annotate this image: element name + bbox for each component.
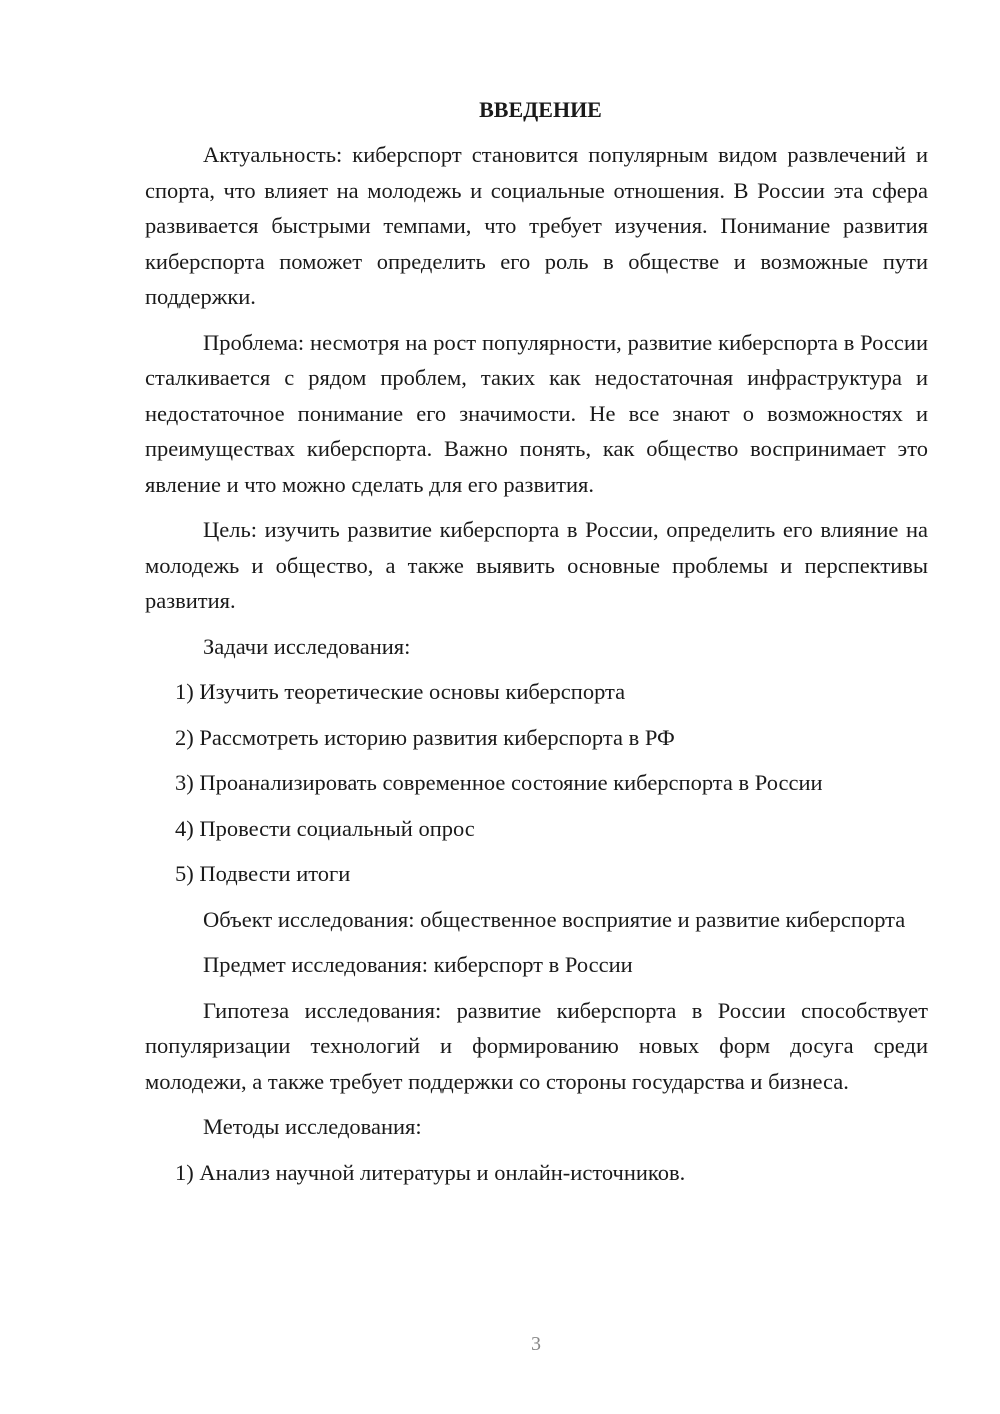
object-paragraph: Объект исследования: общественное восприятие и развитие киберспорта (203, 906, 906, 932)
list-item: 1) Анализ научной литературы и онлайн-источников. (175, 1159, 686, 1185)
goal-paragraph: Цель: изучить развитие киберспорта в России, определить его влияние на молодежь и общество, а также выявить основные проблемы и перспективы развития. (145, 517, 928, 613)
document-page (145, 95, 928, 1200)
tasks-list (145, 674, 928, 892)
tasks-heading: Задачи исследования: (203, 633, 411, 659)
list-item: 4) Провести социальный опрос (175, 815, 475, 841)
methods-heading: Методы исследования: (203, 1114, 422, 1139)
subject-paragraph: Предмет исследования: киберспорт в России (203, 952, 633, 977)
list-item: 1) Изучить теоретические основы киберспорта (175, 679, 626, 704)
problem-paragraph: Проблема: несмотря на рост популярности, развитие киберспорта в России сталкивается с рядом проблем, таких как недостаточная инфраструктура и недостаточное понимание его значимости. Не все знают о возможностях и преимуществах киберспорта. Важно понять, как общество воспринимает это явление и что можно сделать для его развития. (145, 329, 928, 497)
methods-list (145, 1155, 928, 1191)
relevance-paragraph: Актуальность: киберспорт становится популярным видом развлечений и спорта, что влияет на молодежь и социальные отношения. В России эта сфера развивается быстрыми темпами, что требует изучения. Понимание развития киберспорта поможет определить его роль в обществе и возможные пути поддержки. (145, 142, 928, 309)
list-item: 5) Подвести итоги (175, 861, 351, 886)
page-title: ВВЕДЕНИЕ (479, 97, 602, 122)
list-item: 2) Рассмотреть историю развития киберспорта в РФ (175, 724, 675, 750)
list-item: 3) Проанализировать современное состояние киберспорта в России (175, 770, 823, 795)
page-number: 3 (531, 1333, 541, 1355)
hypothesis-paragraph: Гипотеза исследования: развитие киберспорта в России способствует популяризации технологий и формированию новых форм досуга среди молодежи, а также требует поддержки со стороны государства и бизнеса. (145, 997, 928, 1094)
